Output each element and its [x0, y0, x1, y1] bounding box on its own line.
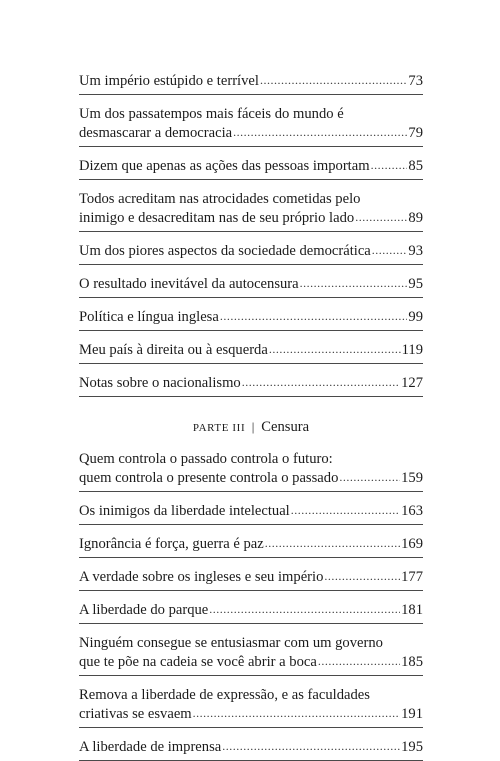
- table-of-contents: [79, 62, 423, 761]
- toc-entry-title: A verdade sobre os ingleses e seu império: [79, 569, 324, 585]
- toc-entry-line: [79, 705, 423, 724]
- dot-leader: [233, 123, 407, 142]
- toc-entry-line: [79, 535, 423, 554]
- toc-entry-line: [79, 738, 423, 757]
- toc-entry-title: Remova a liberdade de expressão, e as faculdades: [79, 687, 370, 703]
- page-number: 191: [401, 706, 423, 722]
- dot-leader: [324, 567, 400, 586]
- toc-entry-title: Política e língua inglesa: [79, 309, 219, 325]
- toc-entry-line: [79, 450, 423, 469]
- toc-entry-title: Meu país à direita ou à esquerda: [79, 342, 268, 358]
- dot-leader: [269, 340, 401, 359]
- dot-leader: [222, 737, 400, 756]
- toc-entry-title: Dizem que apenas as ações das pessoas importam: [79, 158, 370, 174]
- toc-entry: [79, 728, 423, 761]
- page-number: 85: [408, 158, 423, 174]
- dot-leader: [209, 600, 400, 619]
- toc-entry: [79, 492, 423, 525]
- toc-entry-line: [79, 374, 423, 393]
- page-number: 159: [401, 470, 423, 486]
- toc-entry-line: [79, 72, 423, 91]
- dot-leader: [300, 274, 408, 293]
- toc-entry-title: Ignorância é força, guerra é paz: [79, 536, 264, 552]
- toc-section-part-ii-continued: [79, 62, 423, 397]
- dot-leader: [318, 652, 400, 671]
- toc-entry-title: A liberdade do parque: [79, 602, 209, 618]
- dot-leader: [372, 241, 408, 260]
- page-number: 95: [408, 276, 423, 292]
- toc-entry-line: [79, 308, 423, 327]
- toc-entry-line: [79, 502, 423, 521]
- dot-leader: [291, 501, 400, 520]
- toc-entry: [79, 232, 423, 265]
- toc-entry-line: [79, 157, 423, 176]
- part-title: Censura: [261, 419, 310, 435]
- dot-leader: [339, 468, 400, 487]
- toc-entry-line: [79, 568, 423, 587]
- dot-leader: [242, 373, 400, 392]
- toc-entry-title: Ninguém consegue se entusiasmar com um governo: [79, 635, 383, 651]
- toc-entry-line: [79, 601, 423, 620]
- toc-entry-line: [79, 653, 423, 672]
- toc-entry-title: quem controla o presente controla o passado: [79, 470, 339, 486]
- dot-leader: [355, 208, 407, 227]
- toc-entry-title: Um império estúpido e terrível: [79, 73, 259, 89]
- part-label: PARTE III: [192, 422, 246, 434]
- toc-entry: [79, 331, 423, 364]
- toc-entry-title: O resultado inevitável da autocensura: [79, 276, 299, 292]
- toc-entry-title: Um dos piores aspectos da sociedade democrática: [79, 243, 371, 259]
- page-number: 185: [401, 654, 423, 670]
- page-number: 99: [408, 309, 423, 325]
- toc-entry: [79, 676, 423, 728]
- dot-leader: [220, 307, 408, 326]
- page-number: 169: [401, 536, 423, 552]
- page-number: 79: [408, 125, 423, 141]
- toc-entry-title: Todos acreditam nas atrocidades cometidas pelo: [79, 191, 361, 207]
- toc-entry-line: [79, 124, 423, 143]
- toc-entry-title: Os inimigos da liberdade intelectual: [79, 503, 290, 519]
- toc-entry-line: [79, 209, 423, 228]
- page-number: 89: [408, 210, 423, 226]
- toc-entry: [79, 298, 423, 331]
- part-heading: [79, 397, 423, 440]
- toc-entry: [79, 591, 423, 624]
- page-number: 93: [408, 243, 423, 259]
- toc-entry-title: Um dos passatempos mais fáceis do mundo é: [79, 106, 344, 122]
- toc-entry: [79, 364, 423, 397]
- toc-section-part-iii: [79, 440, 423, 761]
- toc-entry-title: que te põe na cadeia se você abrir a boca: [79, 654, 317, 670]
- toc-entry: [79, 95, 423, 147]
- page-number: 181: [401, 602, 423, 618]
- dot-leader: [260, 71, 407, 90]
- toc-entry-line: [79, 686, 423, 705]
- page-number: 119: [401, 342, 423, 358]
- toc-entry-line: [79, 634, 423, 653]
- toc-entry-line: [79, 242, 423, 261]
- toc-entry: [79, 62, 423, 95]
- toc-entry: [79, 440, 423, 492]
- page-number: 195: [401, 739, 423, 755]
- toc-entry: [79, 558, 423, 591]
- toc-entry: [79, 624, 423, 676]
- dot-leader: [193, 704, 400, 723]
- toc-entry-line: [79, 469, 423, 488]
- dot-leader: [371, 156, 408, 175]
- page-number: 73: [408, 73, 423, 89]
- toc-entry-title: Notas sobre o nacionalismo: [79, 375, 241, 391]
- dot-leader: [265, 534, 400, 553]
- toc-entry-line: [79, 105, 423, 124]
- toc-entry: [79, 180, 423, 232]
- toc-entry-title: Quem controla o passado controla o futuro:: [79, 451, 333, 467]
- toc-entry-title: criativas se esvaem: [79, 706, 192, 722]
- toc-entry-title: desmascarar a democracia: [79, 125, 233, 141]
- toc-entry-line: [79, 275, 423, 294]
- toc-entry-line: [79, 341, 423, 360]
- part-separator: |: [251, 419, 255, 434]
- toc-entry-title: inimigo e desacreditam nas de seu próprio lado: [79, 210, 355, 226]
- page-number: 163: [401, 503, 423, 519]
- page-number: 127: [401, 375, 423, 391]
- toc-entry-line: [79, 190, 423, 209]
- toc-entry-title: A liberdade de imprensa: [79, 739, 222, 755]
- toc-entry: [79, 147, 423, 180]
- toc-entry: [79, 525, 423, 558]
- page-number: 177: [401, 569, 423, 585]
- toc-entry: [79, 265, 423, 298]
